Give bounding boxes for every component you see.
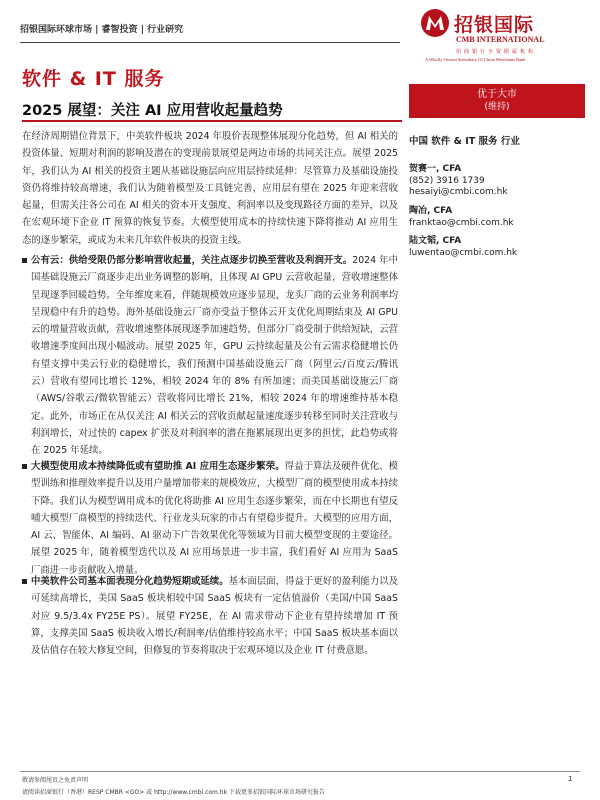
analyst-name: 贺赛一, CFA: [409, 164, 462, 174]
analyst-card: [409, 206, 514, 229]
analyst-email[interactable]: franktao@cmbi.com.hk: [409, 217, 514, 228]
rating-label: 优于大市: [477, 89, 517, 100]
bullet-square-icon: [22, 579, 27, 584]
bullet-text: 2024 年中国基础设施云厂商逐步走出业务调整的影响，且体现 AI GPU 云营收起量，营收增速整体呈现逐季回暖趋势。全年维度来看，伴随规模效应逐步显现，龙头厂商的云业务利润率均呈现稳中有升的趋势。海外基础设施云厂商亦受益于整体云开支优化周期结束及 AI GPU 云的增量营收贡献，营收增速整体展现逐季加速趋势，但部分厂商受制于供给短缺，云营收增速季度间出现小幅波动。展望 2025 年，GPU 云持续起量及公有云需求稳健增长仍有望支撑中美云行业的稳健增长，我们预测中国基础设施云厂商（阿里云/百度云/腾讯云）营收有望同比增长 12%，相较 2024 年的 8% 有所加速；而美国基础设施云厂商（AWS/谷歌云/微软智能云）营收将同比增长 21%，相较 2024 年的增速维持基本稳定。此外，市场正在从仅关注 AI 相关云的营收贡献起量速度逐步转移至同时关注营收与利润增长，对过快的 capex 扩张及对利润率的潜在拖累展现出更多的担忧，此趋势或将在 2025 年延续。: [31, 255, 398, 457]
list-item: [22, 252, 398, 455]
intro-paragraph: 在经济周期错位背景下，中美软件板块 2024 年股价表现整体展现分化趋势，但 AI 相关的投资体量、短期对利润的影响及潜在的变现前景展望是两边市场的共同关注点。展望 2025 年，我们认为 AI 相关的投资主题从基础设施层向应用层持续延伸：尽管算力及基础设施投资仍将维持较高增速，我们认为随着模型及工具链完善，应用层有望在 2025 年迎来营收起量，但需关注各公司在 AI 相关的资本开支强度、利润率以及变现路径方面的差异，以及在宏观环境下企业 IT 预算的恢复节奏。大模型使用成本的持续快速下降将推动 AI 应用生态的逐步繁荣，或成为未来几年软件板块的投资主线。: [22, 131, 398, 246]
bullet-text: 基本面层面，得益于更好的盈利能力以及可延续高增长，美国 SaaS 板块相较中国 SaaS 板块有一定估值溢价（美国/中国 SaaS 对应 9.5/3.4x FY25E PS）。展望 FY25E，在 AI 需求带动下企业有望持续增加 IT 预算，支撑美国 SaaS 板块收入增长/利润率/估值维持较高水平；中国 SaaS 板块基本面以及估值存在较大修复空间，但修复的节奏将取决于宏观环境以及企业 IT 付费意愿。: [31, 576, 398, 657]
sector-heading: 软件 & IT 服务: [22, 68, 165, 90]
bullet-square-icon: [22, 258, 27, 263]
logo-subtitle-en: A Wholly Owned Subsidiary Of China Merchants Bank: [425, 57, 526, 62]
header-divider: [20, 42, 400, 43]
bullet-lead: 大模型使用成本持续降低或有望助推 AI 应用生态逐步繁荣。: [31, 461, 285, 472]
list-item: [22, 573, 398, 659]
analyst-name: 陆文韬, CFA: [409, 236, 462, 246]
analyst-email[interactable]: luwentao@cmbi.com.hk: [409, 247, 518, 258]
analyst-email[interactable]: hesaiyi@cmbi.com.hk: [409, 187, 508, 197]
footer-divider: [20, 771, 580, 772]
bullet-square-icon: [22, 464, 27, 469]
list-item: [22, 458, 398, 576]
logo-subtitle-cn: 招商银行全资附属机构: [456, 49, 537, 55]
bullet-lead: 公有云：供给受限仍部分影响营收起量，关注点逐步切换至营收及利润开支。: [31, 255, 353, 266]
analyst-name: 陶冶, CFA: [409, 206, 453, 216]
analyst-card: [409, 164, 508, 199]
rating-badge: [409, 84, 585, 118]
header-breadcrumb: 招银国际环球市场 | 睿智投资 | 行业研究: [20, 25, 184, 35]
logo-name-cn: 招银国际: [454, 14, 535, 36]
analyst-card: [409, 236, 517, 259]
logo-name-en: CMB INTERNATIONAL: [456, 35, 545, 44]
key-points-list: [22, 252, 398, 659]
page-number: 1: [568, 775, 573, 783]
title-underline: [22, 120, 402, 122]
footer-website-note[interactable]: 请阅读招商银行（香港）RESP CMBR <GO> 或 http://www.cmbi.com.hk 下载更多招银国际环球市场研究报告: [22, 789, 325, 796]
company-logo: [420, 8, 580, 64]
analyst-phone: (852) 3916 1739: [409, 175, 485, 186]
cmbi-logo-icon: [420, 8, 450, 38]
industry-label: 中国 软件 & IT 服务 行业: [409, 136, 520, 147]
bullet-text: 得益于算法及硬件优化、模型训练和推理效率提升以及用户量增加带来的规模效应，大模型厂商的模型使用成本持续下降。我们认为模型调用成本的优化将助推 AI 应用生态逐步繁荣，而在中长期也有望反哺大模型厂商模型的持续迭代、行业龙头玩家的市占有望稳步提升。大模型的应用方面，AI 云、智能体、AI 编码、AI 驱动下广告效果优化等领域为目前大模型变现的主要途径。展望 2025 年，随着模型迭代以及 AI 应用场景进一步丰富，我们看好 AI 应用为 SaaS 厂商进一步贡献收入增量。: [31, 461, 398, 576]
rating-status: (维持): [484, 102, 510, 112]
footer-disclaimer: 敬请参阅尾页之免责声明: [22, 777, 89, 784]
report-title: 2025 展望：关注 AI 应用营收起量趋势: [22, 103, 283, 119]
bullet-lead: 中美软件公司基本面表现分化趋势短期或延续。: [31, 576, 229, 587]
